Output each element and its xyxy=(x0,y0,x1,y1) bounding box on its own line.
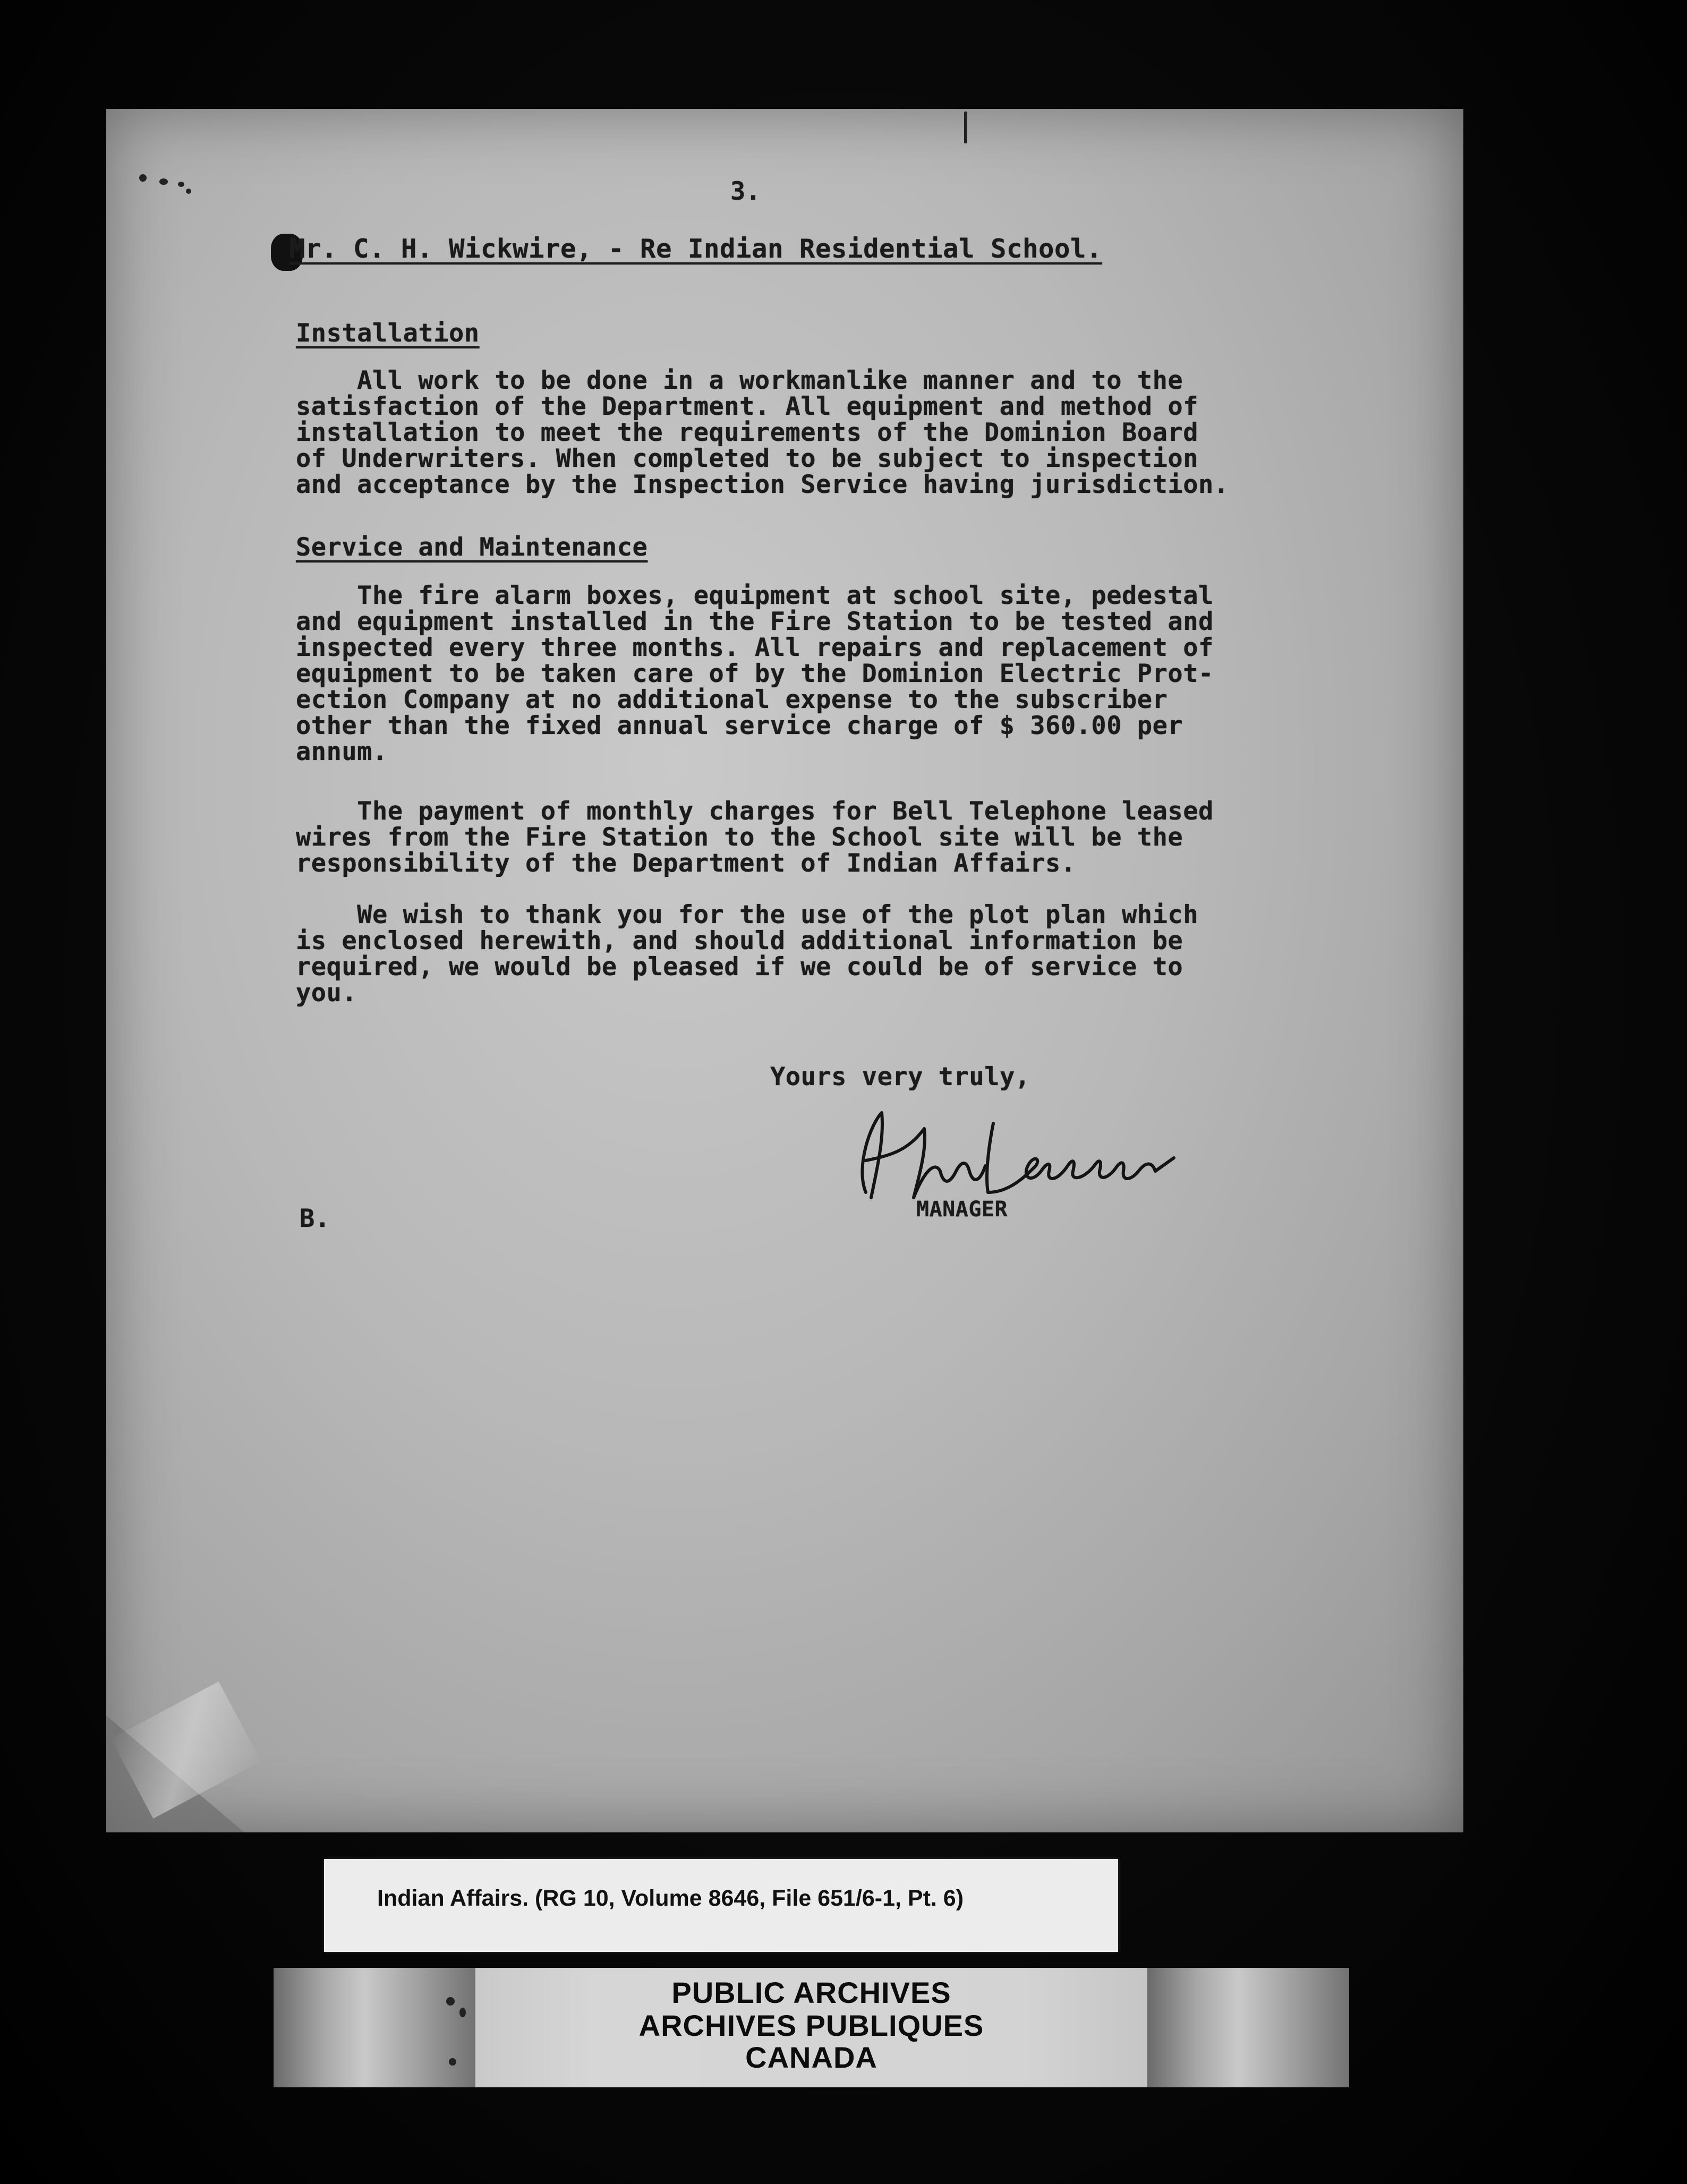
stamp-line-2: ARCHIVES PUBLIQUES xyxy=(638,2009,984,2042)
typist-initial: B. xyxy=(300,1204,330,1233)
reference-label xyxy=(324,1859,1118,1952)
stamp-line-3: CANADA xyxy=(745,2041,877,2074)
paragraph-installation: All work to be done in a workmanlike manner and to the satisfaction of the Department. All equipment and method of installation to meet the requirements of the Dominion Board of Underwriters. When completed to be subject to inspection and acceptance by the Inspection Service having jurisdiction. xyxy=(296,366,1229,499)
letter-header: Mr. C. H. Wickwire, - Re Indian Residential School. xyxy=(289,234,1103,264)
archive-stamp xyxy=(274,1968,1349,2087)
speck xyxy=(139,174,147,182)
signature xyxy=(834,1091,1195,1214)
paragraph-thanks: We wish to thank you for the use of the plot plan which is enclosed herewith, and should additional information be required, we would be pleased if we could be of service to you. xyxy=(296,900,1198,1008)
section-heading-installation: Installation xyxy=(296,319,480,348)
closing: Yours very truly, xyxy=(770,1062,1030,1091)
speck xyxy=(186,189,191,194)
paragraph-payment: The payment of monthly charges for Bell Telephone leased wires from the Fire Station to the School site will be the responsibility of the Department of Indian Affairs. xyxy=(296,797,1214,878)
speck xyxy=(964,112,967,143)
section-heading-service: Service and Maintenance xyxy=(296,533,648,562)
stamp-line-1: PUBLIC ARCHIVES xyxy=(671,1976,951,2009)
speck xyxy=(159,178,168,185)
signer-title: MANAGER xyxy=(916,1197,1008,1222)
speck xyxy=(178,182,184,187)
reference-text: Indian Affairs. (RG 10, Volume 8646, File 651/6-1, Pt. 6) xyxy=(377,1886,964,1911)
page-number: 3. xyxy=(730,177,761,206)
paragraph-service: The fire alarm boxes, equipment at school site, pedestal and equipment installed in the Fire Station to be tested and inspected every three months. All repairs and replacement of equipment to be taken care of by the Dominion Electric Prot- ection Company at no additional expense to the subscriber other than the fixed annual service charge of $ 360.00 per annum. xyxy=(296,581,1214,766)
